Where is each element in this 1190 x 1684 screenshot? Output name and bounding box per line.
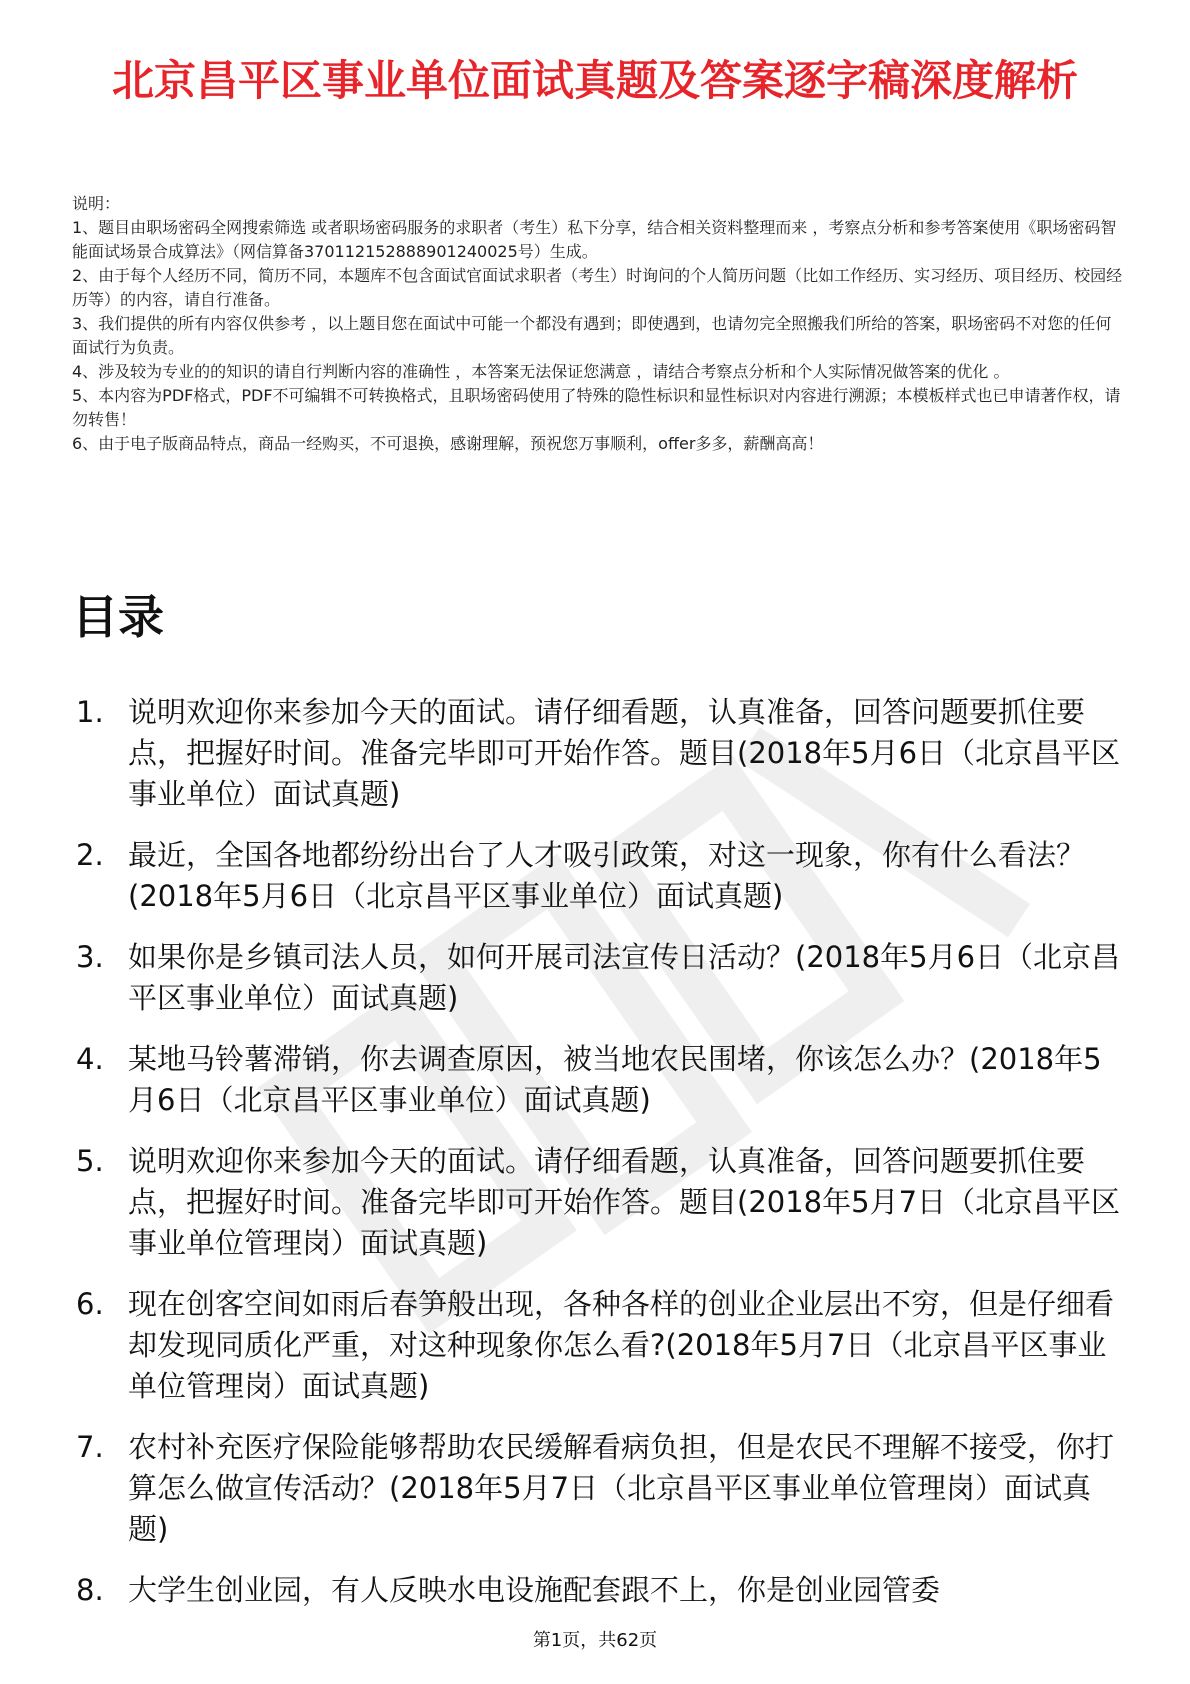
toc-item-text: 说明欢迎你来参加今天的面试。请仔细看题，认真准备，回答问题要抓住要点，把握好时间。准备完毕即可开始作答。题目(2018年5月6日（北京昌平区事业单位）面试真题) [128, 695, 1121, 811]
page-footer: 第1页，共62页 [532, 1630, 658, 1651]
toc-item[interactable] [72, 1284, 1122, 1407]
toc-item-number: 3. [76, 940, 104, 974]
toc-item[interactable] [72, 1141, 1122, 1264]
toc-item-text: 最近，全国各地都纷纷出台了人才吸引政策，对这一现象，你有什么看法？(2018年5月6日（北京昌平区事业单位）面试真题) [128, 838, 1086, 913]
toc-heading: 目录 [72, 590, 164, 644]
toc-item[interactable] [72, 937, 1122, 1019]
toc-item-number: 1. [76, 695, 104, 729]
toc-item[interactable] [72, 1570, 1122, 1611]
note-item: 2、由于每个人经历不同，简历不同，本题库不包含面试官面试求职者（考生）时询问的个人简历问题（比如工作经历、实习经历、项目经历、校园经历等）的内容，请自行准备。 [72, 266, 1123, 309]
toc-item[interactable] [72, 835, 1122, 917]
toc-item-number: 2. [76, 838, 104, 872]
note-item: 4、涉及较为专业的的知识的请自行判断内容的准确性 ，本答案无法保证您满意 ，请结合考察点分析和个人实际情况做答案的优化 。 [72, 362, 1010, 381]
toc-item-text: 说明欢迎你来参加今天的面试。请仔细看题，认真准备，回答问题要抓住要点，把握好时间。准备完毕即可开始作答。题目(2018年5月7日（北京昌平区事业单位管理岗）面试真题) [128, 1144, 1121, 1260]
toc-item-number: 7. [76, 1430, 104, 1464]
toc-item-text: 大学生创业园，有人反映水电设施配套跟不上，你是创业园管委 [128, 1573, 941, 1607]
toc-item[interactable] [72, 1427, 1122, 1550]
toc-item-number: 4. [76, 1042, 104, 1076]
toc-item-text: 现在创客空间如雨后春笋般出现，各种各样的创业企业层出不穷，但是仔细看却发现同质化严重，对这种现象你怎么看?(2018年5月7日（北京昌平区事业单位管理岗）面试真题) [128, 1287, 1115, 1403]
note-item: 1、题目由职场密码全网搜索筛选 或者职场密码服务的求职者（考生）私下分享，结合相关资料整理而来 ，考察点分析和参考答案使用《职场密码智能面试场景合成算法》（网信算备370112152888901240025号）生成。 [72, 218, 1117, 261]
toc-item-text: 农村补充医疗保险能够帮助农民缓解看病负担，但是农民不理解不接受，你打算怎么做宣传活动？(2018年5月7日（北京昌平区事业单位管理岗）面试真题) [128, 1430, 1115, 1546]
toc-item-text: 如果你是乡镇司法人员，如何开展司法宣传日活动？(2018年5月6日（北京昌平区事业单位）面试真题) [128, 940, 1121, 1015]
table-of-contents [72, 692, 1122, 1631]
toc-item[interactable] [72, 692, 1122, 815]
note-item: 3、我们提供的所有内容仅供参考 ，以上题目您在面试中可能一个都没有遇到；即使遇到，也请勿完全照搬我们所给的答案，职场密码不对您的任何面试行为负责。 [72, 314, 1112, 357]
toc-item[interactable] [72, 1039, 1122, 1121]
notes-section [72, 192, 1127, 456]
notes-label: 说明： [72, 194, 121, 213]
note-item: 5、本内容为PDF格式，PDF不可编辑不可转换格式，且职场密码使用了特殊的隐性标识和显性标识对内容进行溯源；本模板样式也已申请著作权，请勿转售！ [72, 386, 1121, 429]
toc-item-number: 6. [76, 1287, 104, 1321]
toc-item-number: 5. [76, 1144, 104, 1178]
note-item: 6、由于电子版商品特点，商品一经购买，不可退换，感谢理解，预祝您万事顺利，offer多多，薪酬高高！ [72, 434, 824, 453]
toc-item-text: 某地马铃薯滞销，你去调查原因，被当地农民围堵，你该怎么办？(2018年5月6日（北京昌平区事业单位）面试真题) [128, 1042, 1102, 1117]
document-title: 北京昌平区事业单位面试真题及答案逐字稿深度解析 [111, 56, 1078, 105]
toc-item-number: 8. [76, 1573, 104, 1607]
